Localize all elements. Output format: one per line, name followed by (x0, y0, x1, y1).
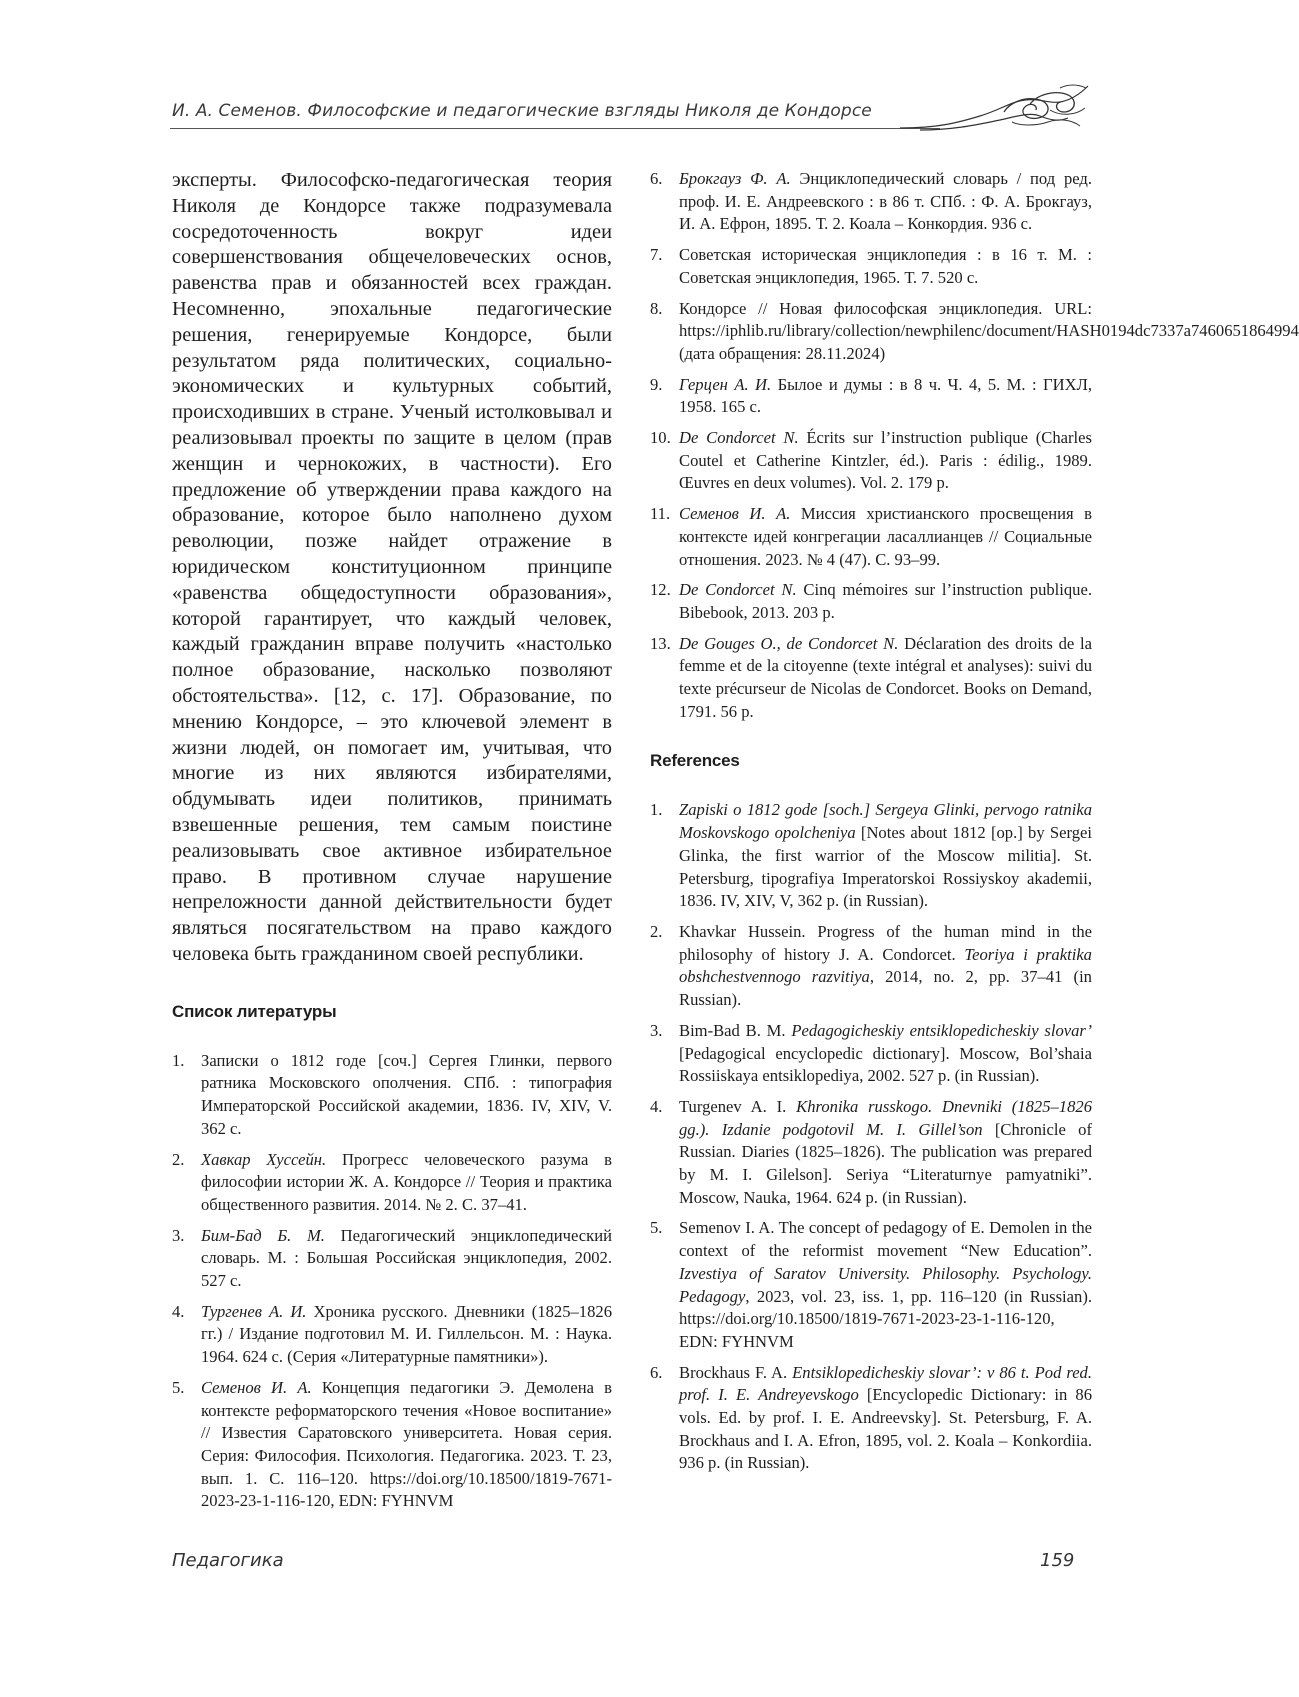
references-ru-list (172, 1050, 612, 1513)
reference-item: 9. Герцен А. И. Былое и думы : в 8 ч. Ч. 4, 5. М. : ГИХЛ, 1958. 165 с. (650, 374, 1092, 417)
references-ru-heading: Список литературы (172, 1001, 337, 1021)
reference-item: 13. De Gouges O., de Condorcet N. Déclaration des droits de la femme et de la citoyenne (texte intégral et analyses): suivi du texte précurseur de Nicolas de Condorcet. Books on Demand, 1791. 56 p. (650, 633, 1092, 721)
page-number: 159 (1040, 1550, 1075, 1571)
reference-item: 2. Хавкар Хуссейн. Прогресс человеческого разума в философии истории Ж. А. Кондорсе // Теория и практика общественного развития. 2014. № 2. С. 37–41. (172, 1149, 612, 1214)
reference-item: 5. Семенов И. А. Концепция педагогики Э. Демолена в контексте реформаторского течения «Новое воспитание» // Известия Саратовского университета. Новая серия. Серия: Философия. Психология. Педагогика. 2023. Т. 23, вып. 1. С. 116–120. https://doi.org/10.18500/1819-7671-2023-23-1-116-120, EDN: FYHNVM (172, 1377, 612, 1511)
left-column (172, 168, 612, 1521)
reference-item: 12. De Condorcet N. Cinq mémoires sur l’instruction publique. Bibebook, 2013. 203 p. (650, 580, 1092, 622)
reference-item: 5. Semenov I. A. The concept of pedagogy of E. Demolen in the context of the reformist movement “New Education”. Izvestiya of Saratov University. Philosophy. Psychology. Pedagogy, 2023, vol. 23, iss. 1, pp. 116–120 (in Russian). https://doi.org/10.18500/1819-7671-2023-23-1-116-120, EDN: FYHNVM (650, 1218, 1092, 1351)
references-ru-list-continued (650, 168, 1299, 723)
header-ornament-icon (900, 82, 1090, 138)
reference-item: 7. Советская историческая энциклопедия : в 16 т. М. : Советская энциклопедия, 1965. Т. 7. 520 с. (650, 245, 1092, 287)
reference-item: 6. Брокгауз Ф. А. Энциклопедический словарь / под ред. проф. И. Е. Андреевского : в 86 т. СПб. : Ф. А. Брокгауз, И. А. Ефрон, 1895. Т. 2. Коала – Конкордия. 936 с. (650, 169, 1093, 234)
reference-item: 2. Khavkar Hussein. Progress of the human mind in the philosophy of history J. A. Condorcet. Teoriya i praktika obshchestvennogo razvitiya, 2014, no. 2, pp. 37–41 (in Russian). (650, 921, 1092, 1010)
reference-item: 10. De Condorcet N. Écrits sur l’instruction publique (Charles Coutel et Catherine Kintzler, éd.). Paris : édilig., 1989. Œuvres en deux volumes). Vol. 2. 179 p. (650, 428, 1092, 493)
reference-item: 3. Бим-Бад Б. М. Педагогический энциклопедический словарь. М. : Большая Российская энциклопедия, 2002. 527 с. (172, 1225, 612, 1291)
footer-section-name: Педагогика (172, 1550, 284, 1571)
reference-item: 4. Turgenev A. I. Khronika russkogo. Dnevniki (1825–1826 gg.). Izdanie podgotovil M. I. Gillel’son [Chronicle of Russian. Diaries (1825–1826). The publication was prepared by M. I. Gilelson]. Seriya “Literaturnye pamyatniki”. Moscow, Nauka, 1964. 624 p. (in Russian). (650, 1096, 1092, 1207)
right-column (650, 168, 1299, 1483)
reference-item: 8. Кондорсе // Новая философская энциклопедия. URL: https://iphlib.ru/library/collection/newphilenc/document/HASH0194dc7337a7460651864994 (дата обращения: 28.11.2024) (650, 298, 1299, 363)
reference-item: 1. Записки о 1812 годе [соч.] Сергея Глинки, первого ратника Московского ополчения. СПб. : типография Императорской Российской академии, 1836. IV, XIV, V. 362 с. (172, 1050, 612, 1138)
reference-item: 11. Семенов И. А. Миссия христианского просвещения в контексте идей конгрегации ласаллианцев // Социальные отношения. 2023. № 4 (47). С. 93–99. (650, 504, 1092, 569)
reference-item: 1. Zapiski o 1812 gode [soch.] Sergeya Glinki, pervogo ratnika Moskovskogo opolcheniya [Notes about 1812 [op.] by Sergei Glinka, the first warrior of the Moscow militia]. St. Petersburg, tipografiya Imperatorskoi Rossiyskoy akademii, 1836. IV, XIV, V, 362 p. (in Russian). (650, 800, 1092, 911)
reference-item: 6. Brockhaus F. A. Entsiklopedicheskiy slovar’: v 86 t. Pod red. prof. I. E. Andreyevskogo [Encyclopedic Dictionary: in 86 vols. Ed. by prof. I. E. Andreevsky]. St. Petersburg, F. A. Brockhaus and I. A. Efron, 1895, vol. 2. Koala – Konkordiia. 936 p. (in Russian). (650, 1362, 1093, 1473)
reference-item: 3. Bim-Bad B. M. Pedagogicheskiy entsiklopedicheskiy slovar’ [Pedagogical encyclopedic dictionary]. Moscow, Bol’shaia Rossiiskaya entsiklopediya, 2002. 527 p. (in Russian). (650, 1020, 1093, 1086)
references-en-list (650, 799, 1092, 1475)
running-title: И. А. Семенов. Философские и педагогические взгляды Николя де Кондорсе (172, 101, 872, 121)
reference-item: 4. Тургенев А. И. Хроника русского. Дневники (1825–1826 гг.) / Издание подготовил М. И. Гиллельсон. М. : Наука. 1964. 624 с. (Серия «Литературные памятники»). (172, 1301, 612, 1367)
header-rule (170, 128, 940, 129)
references-en-heading: References (650, 751, 740, 771)
body-paragraph: эксперты. Философско-педагогическая теория Николя де Кондорсе также подразумевала сосредоточенность вокруг идеи совершенствования общечеловеческих основ, равенства прав и обязанностей всех граждан. Несомненно, эпохальные педагогические решения, генерируемые Кондорсе, были результатом ряда политических, социально-экономических и культурных событий, происходивших в стране. Ученый истолковывал и реализовывал проекты по защите в целом (прав женщин и чернокожих, в частности). Его предложение об утверждении права каждого на образование, которое было наполнено духом революции, позже найдет отражение в юридическом конституционном принципе «равенства общедоступности образования», которой гарантирует, что каждый человек, каждый гражданин вправе получить «настолько полное образование, насколько позволяют обстоятельства». [12, с. 17]. Образование, по мнению Кондорсе, – это ключевой элемент в жизни людей, он помогает им, учитывая, что многие из них являются избирателями, обдумывать идеи политиков, принимать взвешенные решения, тем самым поистине реализовывать свое активное избирательное право. В противном случае нарушение непреложности данной действительности будет являться посягательством на право каждого человека быть гражданином своей республики. (172, 169, 612, 965)
